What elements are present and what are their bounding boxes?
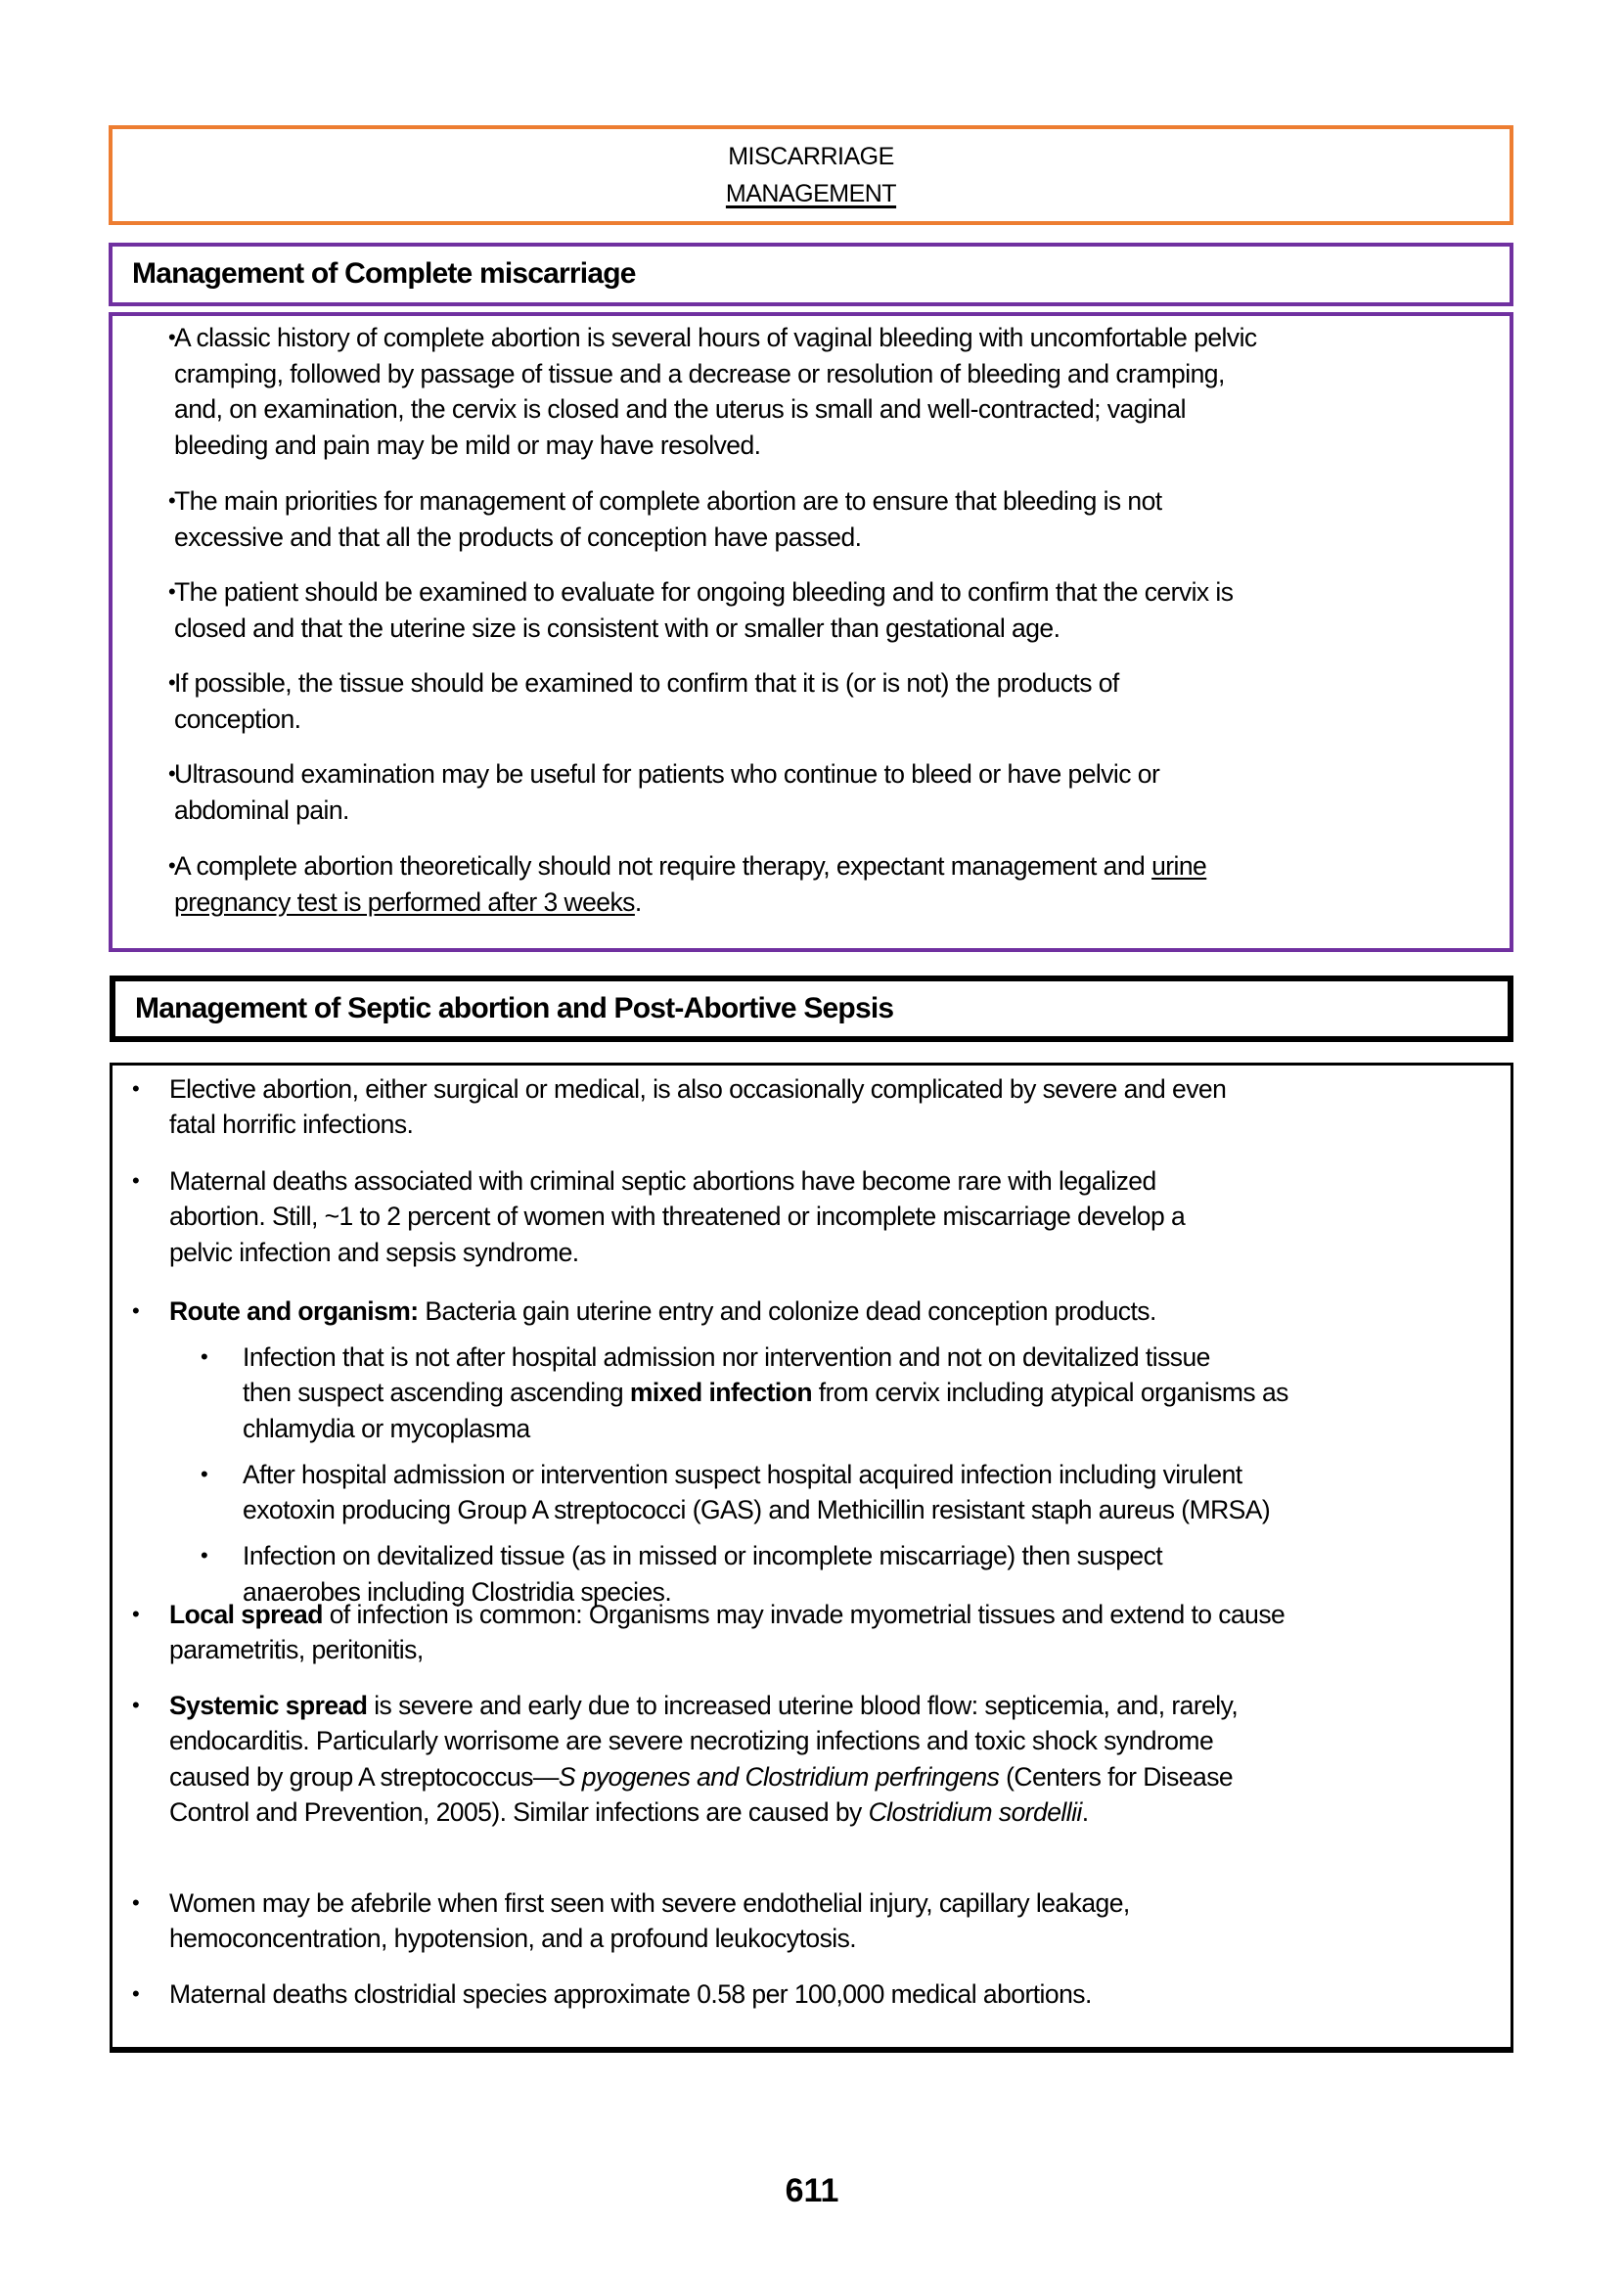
bullet-icon: •: [132, 1602, 140, 1626]
text-segment: (Centers for Disease: [999, 1762, 1234, 1792]
bullet-icon: •: [168, 761, 176, 786]
bullet-text-line: [169, 1597, 1285, 1632]
bullet-icon: •: [168, 579, 176, 604]
bullet-text-line: [169, 1976, 1092, 2012]
sub-bullet-icon: •: [201, 1344, 208, 1369]
text-segment: parametritis, peritonitis,: [169, 1635, 424, 1664]
bullet-icon: •: [168, 325, 176, 349]
text-segment: After hospital admission or intervention suspect hospital acquired infection including virulent: [243, 1460, 1242, 1489]
sub-bullet-icon: •: [201, 1462, 208, 1486]
text-segment: Infection on devitalized tissue (as in missed or incomplete miscarriage) then suspect: [243, 1541, 1163, 1570]
bullet-text-line: [169, 1071, 1226, 1107]
bullet-text-line: [169, 1235, 579, 1270]
text-segment: and, on examination, the cervix is closed and the uterus is small and well-contracted; vaginal: [174, 394, 1186, 424]
text-segment: Maternal deaths associated with criminal septic abortions have become rare with legalized: [169, 1166, 1156, 1196]
sub-bullet-text-line: [243, 1375, 1288, 1410]
section-body-complete-miscarriage: [109, 312, 1513, 952]
section-heading-septic-abortion: Management of Septic abortion and Post-Abortive Sepsis: [110, 976, 1513, 1042]
document-subtitle-text: MANAGEMENT: [725, 180, 897, 207]
italic-text: Clostridium sordellii: [868, 1797, 1082, 1827]
bullet-text-line: [174, 611, 1060, 646]
text-segment: Maternal deaths clostridial species approximate 0.58 per 100,000 medical abortions.: [169, 1979, 1092, 2009]
text-segment: of infection is common: Organisms may invade myometrial tissues and extend to cause: [322, 1600, 1286, 1629]
text-segment: then suspect ascending ascending: [243, 1378, 630, 1407]
sub-bullet-text-line: [243, 1457, 1242, 1492]
bold-text: Systemic spread: [169, 1691, 368, 1720]
text-segment: caused by group A streptococcus—: [169, 1762, 559, 1792]
text-segment: anaerobes including Clostridia species.: [243, 1577, 672, 1607]
bullet-text-line: [174, 483, 1162, 519]
bullet-icon: •: [132, 1076, 140, 1101]
text-segment: .: [634, 887, 642, 917]
text-segment: Bacteria gain uterine entry and colonize dead conception products.: [418, 1296, 1156, 1326]
text-segment: from cervix including atypical organisms as: [811, 1378, 1288, 1407]
bullet-text-line: [169, 1632, 424, 1667]
text-segment: endocarditis. Particularly worrisome are severe necrotizing infections and toxic shock syndrome: [169, 1726, 1214, 1755]
text-segment: .: [1081, 1797, 1089, 1827]
text-segment: hemoconcentration, hypotension, and a profound leukocytosis.: [169, 1924, 857, 1953]
bullet-text-line: [174, 574, 1233, 610]
bullet-text-line: [174, 848, 1206, 884]
text-segment: Elective abortion, either surgical or medical, is also occasionally complicated by severe and even: [169, 1074, 1227, 1104]
italic-text: S pyogenes and Clostridium perfringens: [558, 1762, 1000, 1792]
section-body-septic-abortion: [110, 1063, 1513, 2053]
bullet-text-line: [174, 702, 301, 737]
bold-text: Local spread: [169, 1600, 323, 1629]
text-segment: closed and that the uterine size is consistent with or smaller than gestational age.: [174, 613, 1060, 643]
text-segment: fatal horrific infections.: [169, 1110, 414, 1139]
bullet-text-line: [174, 520, 861, 555]
bullet-text-line: [169, 1921, 856, 1956]
text-segment: A complete abortion theoretically should not require therapy, expectant management and: [174, 851, 1152, 881]
bullet-text-line: [174, 756, 1159, 792]
text-segment: chlamydia or mycoplasma: [243, 1414, 530, 1443]
text-segment: Control and Prevention, 2005). Similar infections are caused by: [169, 1797, 869, 1827]
bullet-text-line: [169, 1163, 1156, 1199]
bullet-text-line: [169, 1688, 1238, 1723]
text-segment: Infection that is not after hospital admission nor intervention and not on devitalized tissue: [243, 1342, 1210, 1372]
bullet-text-line: [169, 1885, 1130, 1921]
bullet-icon: •: [168, 488, 176, 513]
bullet-icon: •: [132, 1168, 140, 1193]
bullet-icon: •: [132, 1981, 140, 2006]
bullet-text-line: [174, 793, 349, 828]
page-number: 611: [785, 2172, 839, 2209]
text-segment: If possible, the tissue should be examined to confirm that it is (or is not) the products of: [174, 668, 1119, 698]
text-segment: is severe and early due to increased uterine blood flow: septicemia, and, rarely,: [367, 1691, 1239, 1720]
bullet-text-line: [169, 1199, 1185, 1234]
bullet-text-line: [174, 428, 760, 463]
document-subtitle: [113, 180, 1510, 208]
bullet-text-line: [174, 320, 1257, 355]
text-segment: abdominal pain.: [174, 795, 349, 825]
text-segment: abortion. Still, ~1 to 2 percent of women with threatened or incomplete miscarriage develop a: [169, 1202, 1186, 1231]
bullet-text-line: [174, 356, 1225, 391]
section-heading-complete-miscarriage: Management of Complete miscarriage: [109, 243, 1513, 306]
bold-text: Route and organism:: [169, 1296, 419, 1326]
text-segment: bleeding and pain may be mild or may have resolved.: [174, 431, 761, 460]
title-box: [109, 125, 1513, 225]
text-segment: Ultrasound examination may be useful for patients who continue to bleed or have pelvic or: [174, 759, 1160, 789]
bullet-text-line: [169, 1723, 1213, 1758]
document-title: MISCARRIAGE: [728, 143, 894, 170]
text-segment: exotoxin producing Group A streptococci (GAS) and Methicillin resistant staph aureus (MRSA): [243, 1495, 1271, 1524]
sub-bullet-text-line: [243, 1492, 1270, 1527]
sub-bullet-icon: •: [201, 1543, 208, 1567]
text-segment: pelvic infection and sepsis syndrome.: [169, 1238, 579, 1267]
text-segment: The patient should be examined to evaluate for ongoing bleeding and to confirm that the cervix is: [174, 577, 1234, 607]
bullet-icon: •: [132, 1890, 140, 1915]
bullet-text-line: [169, 1759, 1233, 1794]
bullet-text-line: [174, 665, 1119, 701]
bullet-text-line: [174, 391, 1186, 427]
bullet-text-line: [174, 885, 642, 920]
text-segment: excessive and that all the products of conception have passed.: [174, 522, 862, 552]
sub-bullet-text-line: [243, 1411, 530, 1446]
bullet-text-line: [169, 1294, 1156, 1329]
bullet-icon: •: [168, 853, 176, 878]
bold-text: mixed infection: [629, 1378, 812, 1407]
text-segment: A classic history of complete abortion is several hours of vaginal bleeding with uncomfortable pelvic: [174, 323, 1257, 352]
bullet-icon: •: [168, 670, 176, 695]
text-segment: cramping, followed by passage of tissue and a decrease or resolution of bleeding and cramping,: [174, 359, 1225, 388]
text-segment: Women may be afebrile when first seen with severe endothelial injury, capillary leakage,: [169, 1888, 1130, 1918]
text-segment: conception.: [174, 704, 301, 734]
underlined-text: urine: [1151, 851, 1207, 881]
bullet-text-line: [169, 1794, 1089, 1830]
text-segment: The main priorities for management of complete abortion are to ensure that bleeding is not: [174, 486, 1162, 516]
sub-bullet-text-line: [243, 1339, 1210, 1375]
bullet-text-line: [169, 1107, 413, 1142]
bullet-icon: •: [132, 1693, 140, 1717]
bullet-icon: •: [132, 1298, 140, 1323]
sub-bullet-text-line: [243, 1538, 1162, 1573]
underlined-text: pregnancy test is performed after 3 weeks: [174, 887, 635, 917]
